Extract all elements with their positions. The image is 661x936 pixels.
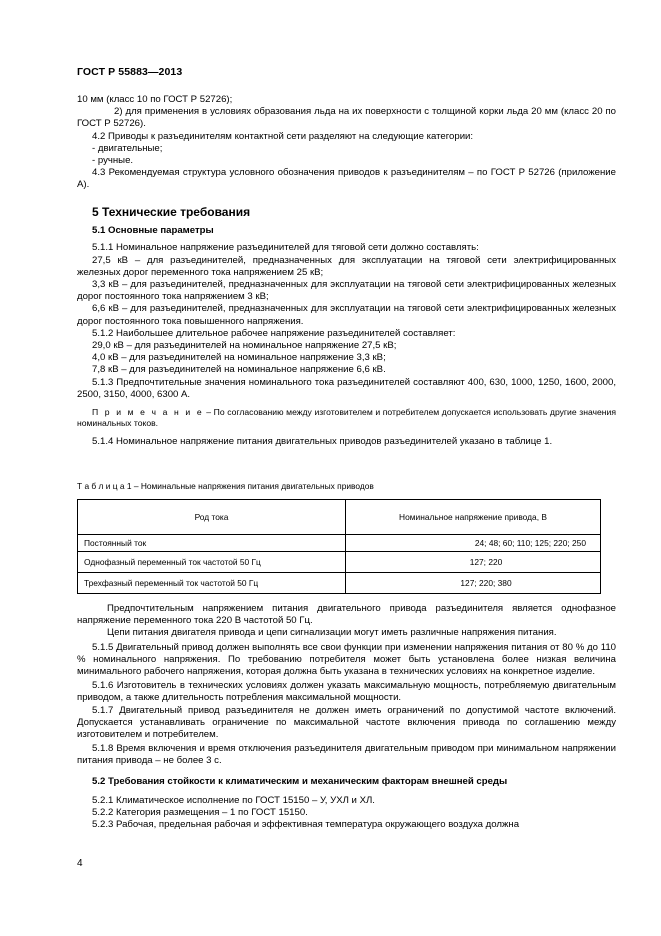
paragraph-5-1-4: 5.1.4 Номинальное напряжение питания двигательных приводов разъединителей указано в таблице 1.	[92, 436, 553, 448]
paragraph-4-3: 4.3 Рекомендуемая структура условного обозначения приводов к разъединителям – по ГОСТ Р 52726 (приложение А).	[77, 167, 616, 191]
paragraph-preferred-voltage: Предпочтительным напряжением питания двигательного привода разъединителя является однофазное напряжение переменного тока 220 В частотой 50 Гц.	[77, 603, 616, 627]
page-number: 4	[77, 858, 83, 869]
document-header: ГОСТ Р 55883—2013	[77, 66, 183, 78]
paragraph-5-1-1: 5.1.1 Номинальное напряжение разъединителей для тяговой сети должно составлять:	[92, 242, 479, 254]
paragraph-5-1-2-b: 4,0 кВ – для разъединителей на номинальное напряжение 3,3 кВ;	[92, 352, 386, 364]
table-header-row	[78, 500, 601, 535]
table-row	[78, 573, 601, 594]
paragraph-5-1-2: 5.1.2 Наибольшее длительное рабочее напряжение разъединителей составляет:	[92, 327, 456, 339]
table-cell-kind: Однофазный переменный ток частотой 50 Гц	[78, 552, 346, 573]
paragraph-5-2-2: 5.2.2 Категория размещения – 1 по ГОСТ 15150.	[92, 807, 308, 819]
section-5-title: 5 Технические требования	[92, 205, 251, 219]
paragraph-5-2-1: 5.2.1 Климатическое исполнение по ГОСТ 15150 – У, УХЛ и ХЛ.	[92, 794, 375, 806]
paragraph-circuits: Цепи питания двигателя привода и цепи сигнализации могут иметь различные напряжения питания.	[107, 627, 557, 639]
table-cell-value: 127; 220; 380	[346, 573, 601, 594]
table-1-caption: Т а б л и ц а 1 – Номинальные напряжения питания двигательных приводов	[77, 481, 374, 491]
table-cell-kind: Постоянный ток	[78, 535, 346, 552]
paragraph-5-1-1-b: 3,3 кВ – для разъединителей, предназначенных для эксплуатации на тяговой сети электрифицированных железных дорог постоянного тока напряжением 3 кВ;	[77, 279, 616, 303]
paragraph-5-1-1-a: 27,5 кВ – для разъединителей, предназначенных для эксплуатации на тяговой сети электрифицированных железных дорог переменного тока напряжением 25 кВ;	[77, 254, 616, 278]
category-motor: - двигательные;	[92, 142, 163, 154]
section-5	[77, 206, 616, 448]
table-cell-value: 127; 220	[346, 552, 601, 573]
paragraph-5-1-6: 5.1.6 Изготовитель в технических условиях должен указать максимальную мощность, потребляемую двигательным приводом, а также длительность потребления максимальной мощности.	[77, 680, 616, 704]
section-5-continued	[77, 603, 616, 831]
table-row	[78, 552, 601, 573]
table-1	[77, 499, 601, 594]
intro-line-1: 10 мм (класс 10 по ГОСТ Р 52726);	[77, 94, 233, 105]
paragraph-5-1-2-a: 29,0 кВ – для разъединителей на номинальное напряжение 27,5 кВ;	[92, 340, 397, 352]
intro-block	[77, 94, 616, 192]
table-header-voltage: Номинальное напряжение привода, В	[346, 500, 601, 535]
paragraph-5-1-7: 5.1.7 Двигательный привод разъединителя не должен иметь ограничений по допустимой частоте включений. Допускается устанавливать ограничение по максимальной частоте включения привода по соглашению между изготовителем и потребителем.	[77, 704, 616, 741]
section-5-2-title: 5.2 Требования стойкости к климатическим и механическим факторам внешней среды	[92, 775, 508, 787]
paragraph-5-2-3: 5.2.3 Рабочая, предельная рабочая и эффективная температура окружающего воздуха должна	[92, 819, 520, 831]
table-row	[78, 535, 601, 552]
paragraph-5-1-3: 5.1.3 Предпочтительные значения номинального тока разъединителей составляют 400, 630, 1000, 1250, 1600, 2000, 2500, 3150, 4000, 6300 А.	[77, 376, 616, 400]
paragraph-4-2: 4.2 Приводы к разъединителям контактной сети разделяют на следующие категории:	[92, 130, 474, 142]
note-text: – По согласованию между изготовителем и потребителем допускается использовать другие значения номинальных токов.	[77, 407, 616, 429]
note	[77, 407, 616, 429]
paragraph-5-1-1-c: 6,6 кВ – для разъединителей, предназначенных для эксплуатации на тяговой сети электрифицированных железных дорог постоянного тока повышенного напряжения.	[77, 303, 616, 327]
table-1-block	[77, 480, 616, 594]
category-manual: - ручные.	[92, 155, 134, 167]
table-cell-kind: Трехфазный переменный ток частотой 50 Гц	[78, 573, 346, 594]
table-header-kind: Род тока	[78, 500, 346, 535]
paragraph-5-1-2-c: 7,8 кВ – для разъединителей на номинальное напряжение 6,6 кВ.	[92, 364, 386, 376]
section-5-1-title: 5.1 Основные параметры	[92, 225, 214, 237]
table-cell-value: 24; 48; 60; 110; 125; 220; 250	[346, 535, 601, 552]
note-label: П р и м е ч а н и е	[92, 407, 204, 418]
intro-item-2: 2) для применения в условиях образования льда на их поверхности с толщиной корки льда 20 мм (класс 20 по ГОСТ Р 52726).	[77, 106, 616, 130]
paragraph-5-1-8: 5.1.8 Время включения и время отключения разъединителя двигательным приводом при минимальном напряжении питания привода – не более 3 с.	[77, 743, 616, 767]
paragraph-5-1-5: 5.1.5 Двигательный привод должен выполнять все свои функции при изменении напряжения питания от 80 % до 110 % номинального напряжения. По требованию потребителя может быть установлена более низкая величина минимального рабочего напряжения, которая должна быть указана в технических условиях на конкретное изделие.	[77, 641, 616, 678]
